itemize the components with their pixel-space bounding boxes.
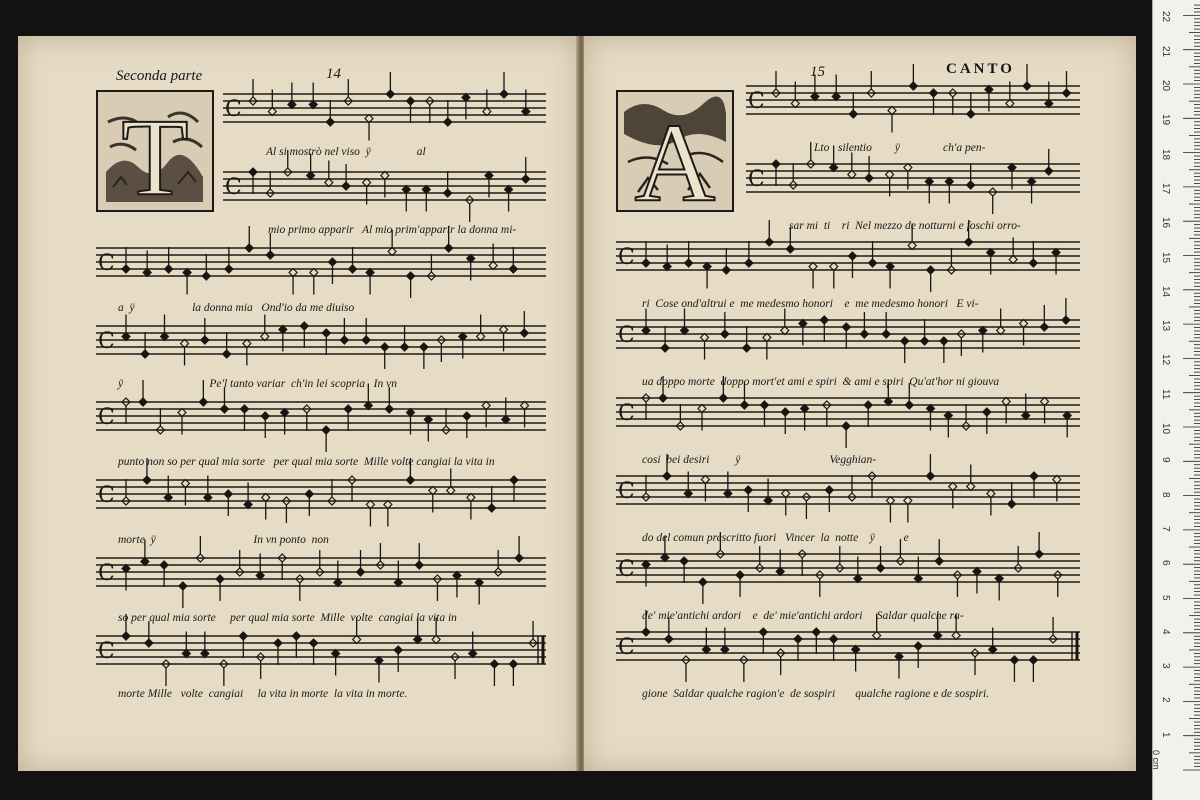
music-note [310, 269, 318, 277]
clef: C [225, 175, 242, 200]
music-note [145, 639, 153, 647]
ruler-number: 21 [1160, 45, 1171, 57]
part-name: CANTO [946, 61, 1015, 77]
ruler-number: 3 [1160, 663, 1171, 669]
music-note [141, 350, 149, 358]
music-note [940, 337, 948, 345]
music-note [721, 330, 729, 338]
music-note [179, 582, 187, 590]
music-note [842, 323, 850, 331]
lyric-line: a ÿ la donna mia Ond'io da me diuiso [118, 302, 355, 314]
part-label: Seconda parte [116, 68, 203, 84]
music-note [983, 408, 991, 416]
music-note [825, 486, 833, 494]
music-note [1010, 656, 1018, 664]
music-note [661, 344, 669, 352]
ruler-number: 7 [1160, 525, 1171, 532]
music-note [860, 330, 868, 338]
music-staff [96, 614, 546, 686]
music-staff [96, 458, 546, 527]
lyric-line: do del comun prescritto fuori Vincer la notte ÿ e [642, 532, 909, 544]
music-note [143, 476, 151, 484]
music-note [381, 343, 389, 351]
music-note [322, 329, 330, 337]
music-note [794, 635, 802, 643]
ruler-unit-label: 0 cm [1151, 750, 1161, 770]
clef: C [98, 483, 115, 508]
music-note [445, 244, 453, 252]
music-note [420, 343, 428, 351]
music-note [864, 401, 872, 409]
music-note [736, 571, 744, 579]
music-staff [746, 64, 1080, 133]
music-note [905, 401, 913, 409]
music-note [699, 578, 707, 586]
music-note [322, 426, 330, 434]
music-note [642, 259, 650, 267]
music-note [326, 118, 334, 126]
music-note [848, 252, 856, 260]
ruler-number: 1 [1160, 731, 1171, 738]
music-note [406, 476, 414, 484]
ruler-number: 19 [1160, 114, 1171, 126]
clef: C [98, 251, 115, 276]
music-note [812, 628, 820, 636]
music-note [342, 182, 350, 190]
music-note [743, 344, 751, 352]
lyric-line: de' mie'antichi ardori e de' mie'antichi ardori Saldar qualche ra- [642, 610, 964, 622]
music-note [386, 90, 394, 98]
measurement-ruler [1152, 0, 1200, 800]
music-note [245, 244, 253, 252]
lyric-line: ua doppo morte doppo mort'et ami e spiri & ami e spiri Qu'at'hor ni giouva [642, 376, 1000, 388]
music-note [901, 337, 909, 345]
music-note [914, 642, 922, 650]
music-note [665, 635, 673, 643]
music-note [927, 266, 935, 274]
music-note [921, 337, 929, 345]
music-note [224, 490, 232, 498]
music-note [289, 269, 297, 277]
ruler-number: 9 [1160, 457, 1171, 463]
ruler-number: 20 [1160, 80, 1171, 92]
music-note [1009, 256, 1017, 264]
music-note [1029, 656, 1037, 664]
ruler-number: 6 [1160, 560, 1171, 566]
lyric-line: morte ÿ In vn ponto non [118, 534, 329, 546]
music-note [719, 394, 727, 402]
music-note [202, 272, 210, 280]
lyric-line: punto non so per qual mia sorte per qual mia sorte Mille volte cangiai la vita in [118, 456, 495, 468]
lyric-line: gione Saldar qualche ragion'e de sospiri qualche ragione e de sospiri. [642, 688, 990, 700]
music-note [967, 181, 975, 189]
music-note [830, 635, 838, 643]
music-note [139, 398, 147, 406]
initial-letter-text: A [634, 101, 716, 210]
music-note [201, 336, 209, 344]
music-note [967, 110, 975, 118]
music-note [223, 350, 231, 358]
ruler-number: 16 [1160, 217, 1171, 229]
lyric-line: sar mi ti ri Nel mezzo de notturni e foschi orro- [789, 220, 1021, 232]
music-note [488, 504, 496, 512]
music-note [340, 336, 348, 344]
music-note [849, 110, 857, 118]
music-note [1035, 550, 1043, 558]
left-page [18, 36, 578, 771]
music-note [760, 401, 768, 409]
ruler-number: 13 [1160, 320, 1171, 332]
music-note [274, 639, 282, 647]
music-note [444, 189, 452, 197]
clef: C [618, 557, 635, 582]
ruler-number: 2 [1160, 697, 1171, 703]
music-note [401, 343, 409, 351]
music-note [266, 251, 274, 259]
music-note [830, 263, 838, 271]
ruler-number: 5 [1160, 594, 1171, 601]
music-note [935, 557, 943, 565]
music-note [1040, 323, 1048, 331]
music-note [820, 316, 828, 324]
music-note [357, 568, 365, 576]
music-note [305, 490, 313, 498]
clef: C [618, 323, 635, 348]
clef: C [98, 405, 115, 430]
music-note [886, 263, 894, 271]
music-note [744, 486, 752, 494]
music-note [759, 628, 767, 636]
music-note [926, 472, 934, 480]
music-note [809, 263, 817, 271]
lyric-line: morte Mille volte cangiai la vita in morte la vita in morte. [118, 688, 408, 700]
music-staff [96, 311, 546, 369]
music-note [240, 405, 248, 413]
clef: C [618, 635, 635, 660]
clef: C [618, 401, 635, 426]
music-note [659, 394, 667, 402]
music-note [225, 265, 233, 273]
music-note [965, 238, 973, 246]
clef: C [98, 329, 115, 354]
clef: C [225, 97, 242, 122]
clef: C [98, 639, 115, 664]
music-note [703, 263, 711, 271]
lyric-line: ri Cose ond'altrui e me medesmo honori e me medesmo honori E vi- [642, 298, 979, 310]
ruler-number: 10 [1160, 423, 1171, 435]
lyric-line: cosi bei desiri ÿ Vegghian- [642, 454, 877, 466]
music-note [143, 269, 151, 277]
clef: C [748, 167, 765, 192]
page-number-left: 14 [326, 66, 341, 82]
ruler-number: 4 [1160, 628, 1171, 635]
music-note [165, 265, 173, 273]
music-note [249, 168, 257, 176]
music-note [745, 259, 753, 267]
music-note [520, 329, 528, 337]
ruler-number: 12 [1160, 354, 1171, 366]
music-note [781, 408, 789, 416]
music-note [261, 412, 269, 420]
ruler-number: 8 [1160, 491, 1171, 498]
music-staff [96, 226, 546, 298]
music-staff [96, 536, 546, 608]
music-note [160, 561, 168, 569]
ruler-number: 11 [1160, 388, 1171, 400]
music-note [216, 575, 224, 583]
music-note [877, 564, 885, 572]
ruler-number: 18 [1160, 148, 1171, 160]
page-number-right: 15 [810, 64, 825, 80]
music-note [722, 266, 730, 274]
music-note [362, 336, 370, 344]
ruler-number: 15 [1160, 251, 1171, 263]
ruler-number: 22 [1160, 11, 1171, 23]
music-note [500, 90, 508, 98]
music-note [842, 422, 850, 430]
clef: C [618, 479, 635, 504]
music-note [366, 269, 374, 277]
music-note [463, 412, 471, 420]
lyric-line: so per qual mia sorte per qual mia sorte Mille volte cangiai la vita in [118, 612, 457, 624]
lyric-line: Al si mostrò nel viso ÿ al [266, 146, 426, 158]
music-note [515, 554, 523, 562]
music-note [865, 174, 873, 182]
lyric-line: mio primo apparir Al mio prim'apparir la donna mi- [268, 224, 517, 236]
music-note [407, 272, 415, 280]
music-note [407, 97, 415, 105]
music-staff [96, 380, 546, 452]
open-book [18, 36, 1138, 771]
music-note [509, 660, 517, 668]
music-note [292, 632, 300, 640]
music-note [239, 632, 247, 640]
music-staff [223, 150, 546, 222]
lyric-line: ÿ Pe'l tanto variar ch'in lei scopria In vn [118, 378, 397, 390]
music-note [909, 82, 917, 90]
music-note [509, 265, 517, 273]
music-note [510, 476, 518, 484]
music-note [122, 265, 130, 273]
music-note [1029, 259, 1037, 267]
music-note [310, 639, 318, 647]
music-note [786, 245, 794, 253]
ruler-number: 17 [1160, 182, 1171, 195]
music-note [394, 646, 402, 654]
music-note [765, 238, 773, 246]
clef: C [618, 245, 635, 270]
music-note [183, 269, 191, 277]
music-note [869, 259, 877, 267]
music-note [415, 561, 423, 569]
music-note [328, 258, 336, 266]
music-note [522, 175, 530, 183]
music-note [642, 628, 650, 636]
music-note [444, 118, 452, 126]
music-staff [223, 72, 546, 141]
music-note [300, 322, 308, 330]
music-note [489, 262, 497, 270]
music-note [1063, 89, 1071, 97]
music-note [1045, 167, 1053, 175]
music-note [882, 330, 890, 338]
music-note [772, 160, 780, 168]
music-note [344, 405, 352, 413]
lyric-line: Lto silentio ÿ ch'a pen- [814, 142, 986, 154]
music-note [199, 398, 207, 406]
music-note [685, 259, 693, 267]
clef: C [98, 561, 115, 586]
music-note [663, 472, 671, 480]
music-note [385, 405, 393, 413]
music-note [1062, 316, 1070, 324]
ruler-number: 14 [1160, 285, 1171, 297]
music-note [1008, 500, 1016, 508]
music-note [490, 660, 498, 668]
music-note [1030, 472, 1038, 480]
music-note [930, 89, 938, 97]
music-note [740, 401, 748, 409]
music-note [122, 632, 130, 640]
music-note [349, 265, 357, 273]
right-page [584, 36, 1136, 771]
clef: C [748, 89, 765, 114]
music-note [220, 405, 228, 413]
initial-letter-text: T [121, 96, 189, 210]
music-note [663, 263, 671, 271]
music-note [680, 557, 688, 565]
music-note [1023, 82, 1031, 90]
